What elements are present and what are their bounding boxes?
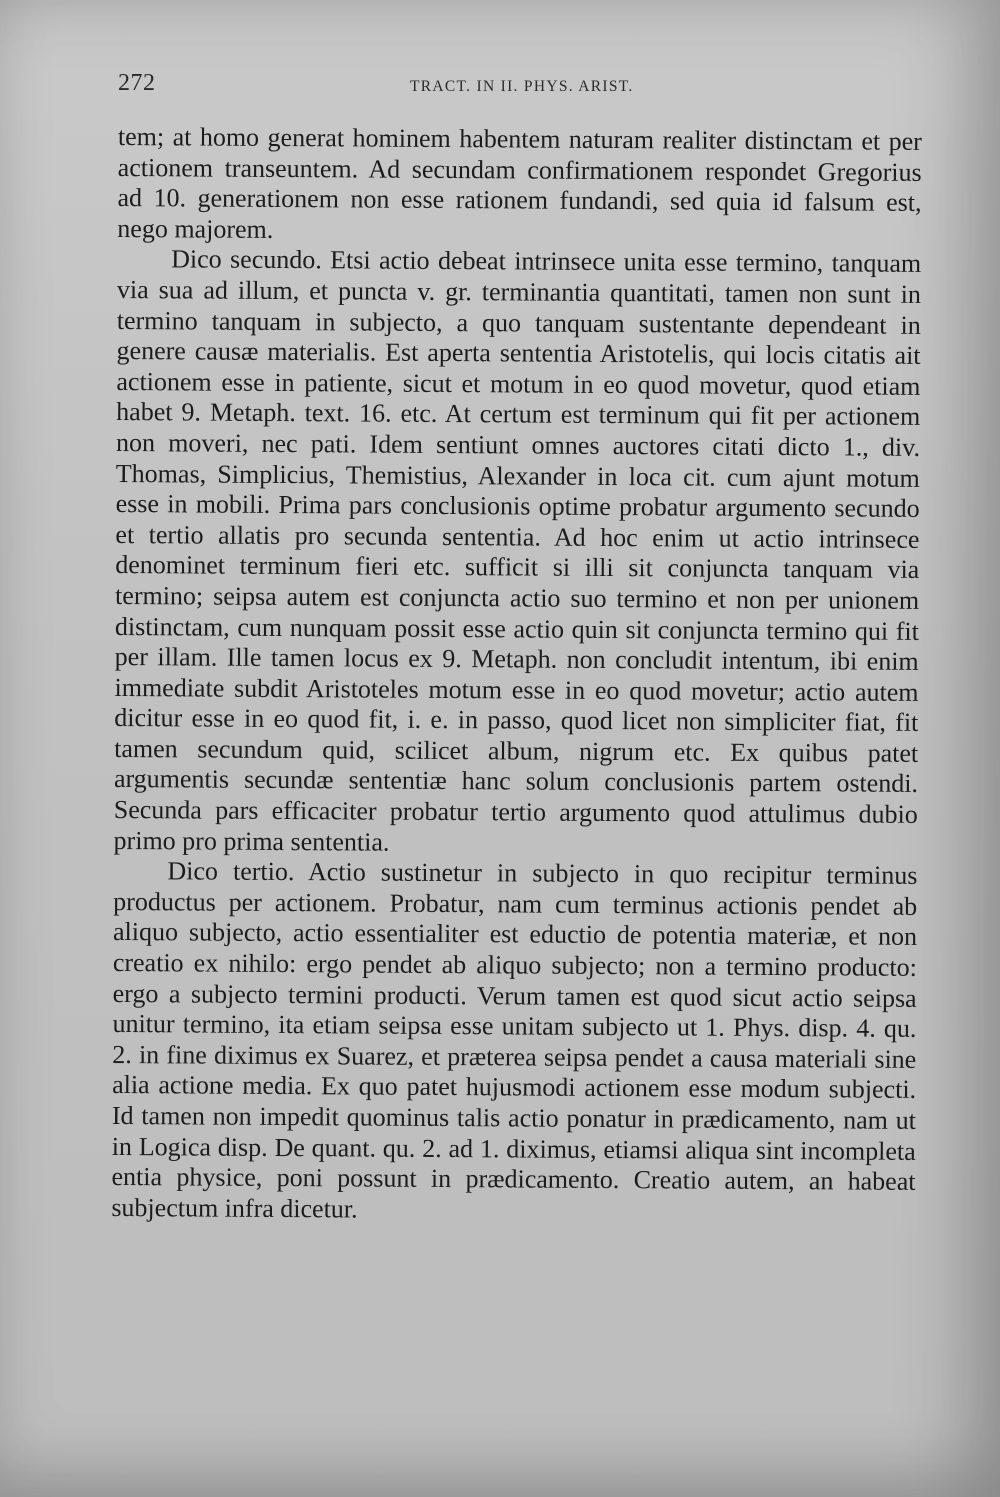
paragraph-dico-secundo: Dico secundo. Etsi actio debeat intrinsece unita esse termino, tanquam via sua ad illum, et puncta v. gr. terminantia quantitati, tamen non sunt in termino tanquam in subjecto, a quo tanquam sustentante dependeant in genere causæ materialis. Est aperta sententia Aristotelis, qui locis citatis ait actionem esse in patiente, sicut et motum in eo quod movetur, quod etiam habet 9. Metaph. text. 16. etc. At certum est terminum qui fit per actionem non moveri, nec pati. Idem sentiunt omnes auctores citati dicto 1., div. Thomas, Simplicius, Themistius, Alexander in loca cit. cum ajunt motum esse in mobili. Prima pars conclusionis optime probatur argumento secundo et tertio allatis pro secunda sententia. Ad hoc enim ut actio intrinsece denominet terminum fieri etc. sufficit si illi sit conjuncta tanquam via termino; seipsa autem est conjuncta actio suo termino et non per unionem distinctam, cum nunquam possit esse actio quin sit conjuncta termino qui fit per illam. Ille tamen locus ex 9. Metaph. non concludit intentum, ibi enim immediate subdit Aristoteles motum esse in eo quod movetur; actio autem dicitur esse in eo quod fit, i. e. in passo, quod licet non simpliciter fiat, fit tamen secundum quid, scilicet album, nigrum etc. Ex quibus patet argumentis secundæ sententiæ hanc solum conclusionis partem ostendi. Secunda pars efficaciter probatur tertio argumento quod attulimus dubio primo pro prima sententia. <box>113 244 922 857</box>
page-header <box>118 70 918 104</box>
running-title: TRACT. IN II. PHYS. ARIST. <box>410 78 634 95</box>
page-number: 272 <box>118 70 156 96</box>
paragraph-dico-tertio: Dico tertio. Actio sustinetur in subjecto in quo recipitur terminus productus per actionem. Probatur, nam cum terminus actionis pendet ab aliquo subjecto, actio essentialiter est eductio de potentia materiæ, et non creatio ex nihilo: ergo pendet ab aliquo subjecto; non a termino producto: ergo a subjecto termini producti. Verum tamen est quod sicut actio seipsa unitur termino, ita etiam seipsa esse unitam subjecto ut 1. Phys. disp. 4. qu. 2. in fine diximus ex Suarez, et præterea seipsa pendet a causa materiali sine alia actione media. Ex quo patet hujusmodi actionem esse modum subjecti. Id tamen non impedit quominus talis actio ponatur in prædicamento, nam ut in Logica disp. De quant. qu. 2. ad 1. diximus, etiamsi aliqua sint incompleta entia physice, poni possunt in prædicamento. Creatio autem, an habeat subjectum infra dicetur. <box>111 856 918 1224</box>
paragraph-continuation: tem; at homo generat hominem habentem naturam realiter distinctam et per actionem transeuntem. Ad secundam confirmationem respondet Gregorius ad 10. generationem non esse rationem fundandi, sed quia id falsum est, nego majorem. <box>117 122 922 244</box>
body-text <box>111 122 922 1228</box>
